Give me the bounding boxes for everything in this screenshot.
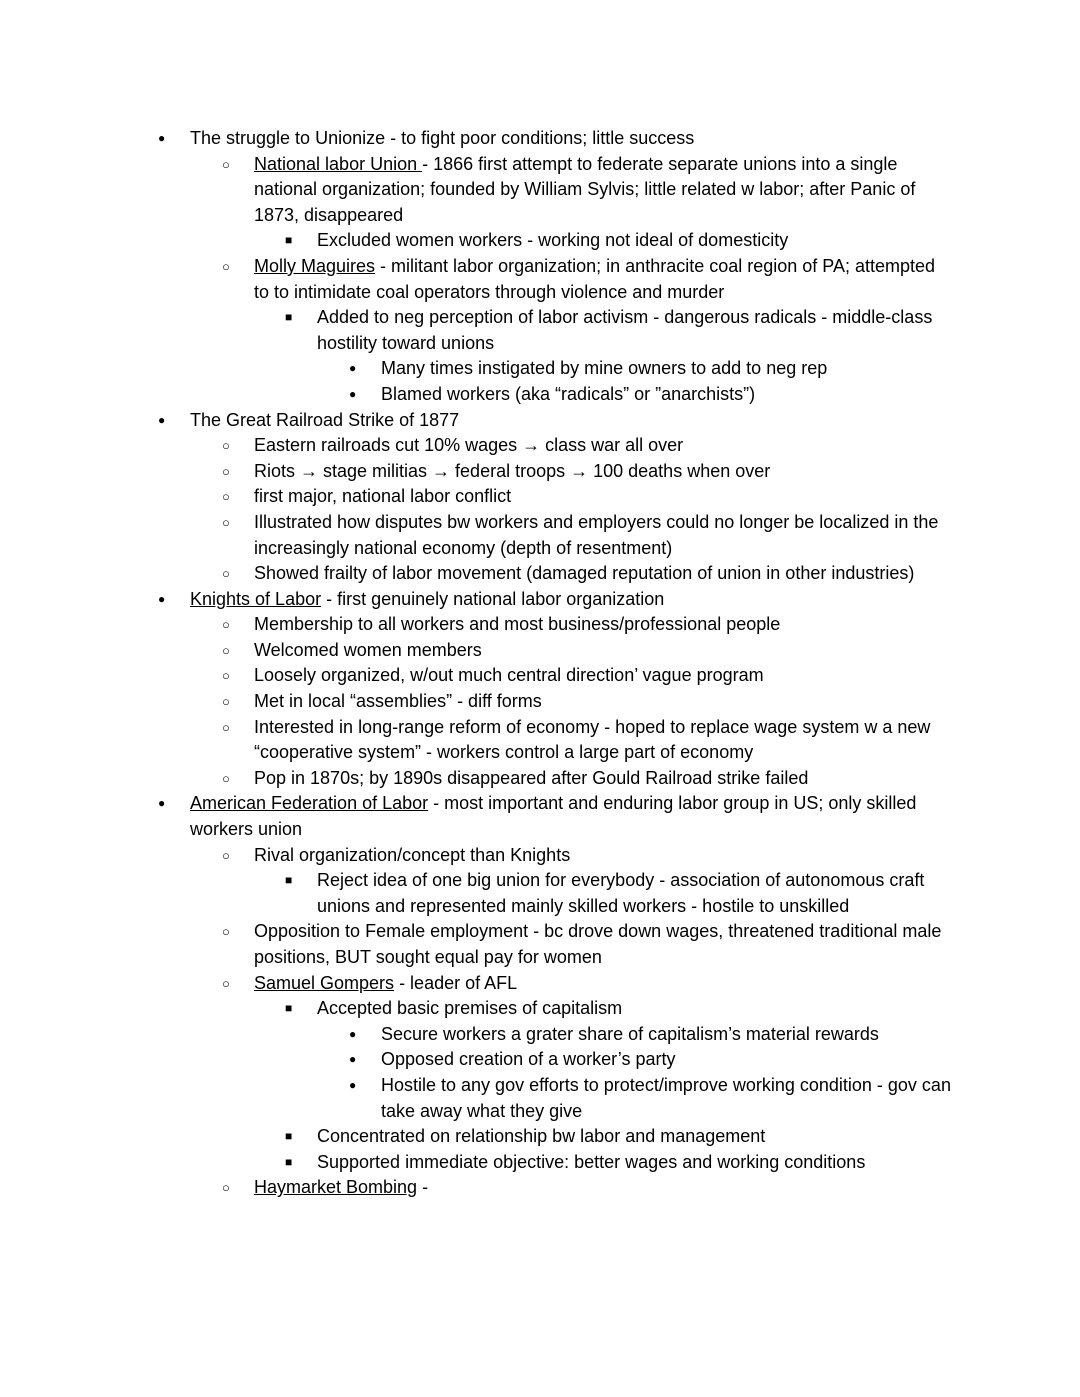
circle-bullet-icon: ○	[222, 668, 230, 684]
list-item	[127, 1073, 953, 1124]
list-item-text: American Federation of Labor - most important and enduring labor group in US; only skilled workers union	[190, 793, 917, 840]
disc-bullet-icon: ●	[349, 361, 357, 376]
list-item-text: Excluded women workers - working not ideal of domesticity	[317, 230, 789, 251]
list-item	[127, 510, 953, 561]
list-item-text: Supported immediate objective: better wages and working conditions	[317, 1151, 866, 1172]
list-item-text: Reject idea of one big union for everybody - association of autonomous craft unions and represented mainly skilled workers - hostile to unskilled	[317, 870, 925, 916]
list-item	[127, 843, 953, 869]
circle-bullet-icon: ○	[222, 694, 230, 710]
list-item	[127, 612, 953, 638]
list-item-text: Many times instigated by mine owners to add to neg rep	[381, 358, 828, 379]
list-item-text: The Great Railroad Strike of 1877	[190, 409, 460, 430]
list-item-text: Added to neg perception of labor activism - dangerous radicals - middle-class hostility toward unions	[317, 307, 933, 353]
underlined-term: Samuel Gompers	[254, 972, 395, 993]
disc-bullet-icon: ●	[349, 1026, 357, 1041]
list-item	[127, 971, 953, 997]
list-item	[127, 919, 953, 970]
list-item	[127, 152, 953, 229]
list-item	[127, 305, 953, 356]
list-item	[127, 433, 953, 459]
list-item	[127, 356, 953, 382]
list-item	[127, 1150, 953, 1176]
list-item-text: Met in local “assemblies” - diff forms	[254, 691, 542, 712]
circle-bullet-icon: ○	[222, 617, 230, 633]
circle-bullet-icon: ○	[222, 438, 230, 454]
list-item-text: Illustrated how disputes bw workers and employers could no longer be localized in the increasingly national economy (depth of resentment)	[254, 511, 939, 558]
circle-bullet-icon: ○	[222, 156, 230, 172]
circle-bullet-icon: ○	[222, 1180, 230, 1196]
list-item	[127, 1124, 953, 1150]
list-item	[127, 254, 953, 305]
circle-bullet-icon: ○	[222, 719, 230, 735]
circle-bullet-icon: ○	[222, 566, 230, 582]
circle-bullet-icon: ○	[222, 463, 230, 479]
list-item-text: Membership to all workers and most business/professional people	[254, 614, 781, 635]
disc-bullet-icon: ●	[349, 1052, 357, 1067]
list-item-text: The struggle to Unionize - to fight poor conditions; little success	[190, 128, 695, 148]
list-item	[127, 408, 953, 434]
circle-bullet-icon: ○	[222, 924, 230, 940]
list-item-text: Haymarket Bombing -	[254, 1177, 429, 1198]
disc-bullet-icon: ●	[349, 1077, 357, 1092]
list-item-text: Eastern railroads cut 10% wages → class war all over	[254, 435, 684, 456]
circle-bullet-icon: ○	[222, 489, 230, 505]
list-item-text: Pop in 1870s; by 1890s disappeared after Gould Railroad strike failed	[254, 767, 809, 788]
disc-bullet-icon: ●	[158, 591, 166, 606]
underlined-term: Molly Maguires	[254, 255, 376, 276]
square-bullet-icon: ■	[285, 1129, 293, 1144]
circle-bullet-icon: ○	[222, 258, 230, 274]
list-item-text: Knights of Labor - first genuinely national labor organization	[190, 588, 665, 609]
list-item-text: Hostile to any gov efforts to protect/improve working condition - gov can take away what they give	[381, 1074, 951, 1121]
list-item-text: Showed frailty of labor movement (damaged reputation of union in other industries)	[254, 563, 915, 584]
outline	[127, 126, 953, 1201]
square-bullet-icon: ■	[285, 233, 293, 248]
circle-bullet-icon: ○	[222, 847, 230, 863]
list-item	[127, 1047, 953, 1073]
disc-bullet-icon: ●	[158, 796, 166, 811]
list-item-text: Opposed creation of a worker’s party	[381, 1049, 676, 1070]
list-item	[127, 638, 953, 664]
list-item	[127, 1175, 953, 1201]
list-item-text: Concentrated on relationship bw labor and management	[317, 1126, 766, 1147]
list-item	[127, 868, 953, 919]
list-item-text: Accepted basic premises of capitalism	[317, 998, 623, 1019]
circle-bullet-icon: ○	[222, 642, 230, 658]
list-item-text: Secure workers a grater share of capitalism’s material rewards	[381, 1023, 879, 1044]
disc-bullet-icon: ●	[349, 386, 357, 401]
list-item	[127, 1022, 953, 1048]
list-item	[127, 996, 953, 1022]
circle-bullet-icon: ○	[222, 975, 230, 991]
list-item	[127, 228, 953, 254]
list-item	[127, 791, 953, 842]
list-item-text: National labor Union - 1866 first attempt to federate separate unions into a single national organization; founded by William Sylvis; little related w labor; after Panic of 1873, disappeared	[254, 153, 916, 225]
underlined-term: Knights of Labor	[190, 588, 322, 609]
list-item	[127, 561, 953, 587]
list-item	[127, 382, 953, 408]
list-item-text: Riots → stage militias → federal troops → 100 deaths when over	[254, 460, 771, 481]
list-item	[127, 587, 953, 613]
list-item	[127, 459, 953, 485]
square-bullet-icon: ■	[285, 1154, 293, 1169]
disc-bullet-icon: ●	[158, 412, 166, 427]
underlined-term: American Federation of Labor	[190, 793, 429, 814]
list-item	[127, 126, 953, 152]
list-item-text: Molly Maguires - militant labor organization; in anthracite coal region of PA; attempted to to intimidate coal operators through violence and murder	[254, 255, 936, 302]
underlined-term: Haymarket Bombing	[254, 1177, 418, 1198]
list-item-text: Rival organization/concept than Knights	[254, 844, 571, 865]
list-item-text: Welcomed women members	[254, 639, 482, 660]
underlined-term: National labor Union	[254, 153, 423, 174]
list-item	[127, 484, 953, 510]
list-item-text: Opposition to Female employment - bc drove down wages, threatened traditional male positions, BUT sought equal pay for women	[254, 921, 942, 967]
circle-bullet-icon: ○	[222, 514, 230, 530]
list-item	[127, 715, 953, 766]
square-bullet-icon: ■	[285, 310, 293, 325]
list-item	[127, 663, 953, 689]
list-item-text: Interested in long-range reform of economy - hoped to replace wage system w a new “cooperative system” - workers control a large part of economy	[254, 716, 931, 763]
disc-bullet-icon: ●	[158, 131, 166, 145]
list-item	[127, 689, 953, 715]
list-item-text: Loosely organized, w/out much central direction’ vague program	[254, 665, 764, 686]
square-bullet-icon: ■	[285, 873, 293, 888]
circle-bullet-icon: ○	[222, 770, 230, 786]
list-item-text: Samuel Gompers - leader of AFL	[254, 972, 518, 993]
list-item-text: first major, national labor conflict	[254, 486, 512, 507]
square-bullet-icon: ■	[285, 1001, 293, 1016]
list-item-text: Blamed workers (aka “radicals” or ”anarchists”)	[381, 383, 756, 404]
list-item	[127, 766, 953, 792]
